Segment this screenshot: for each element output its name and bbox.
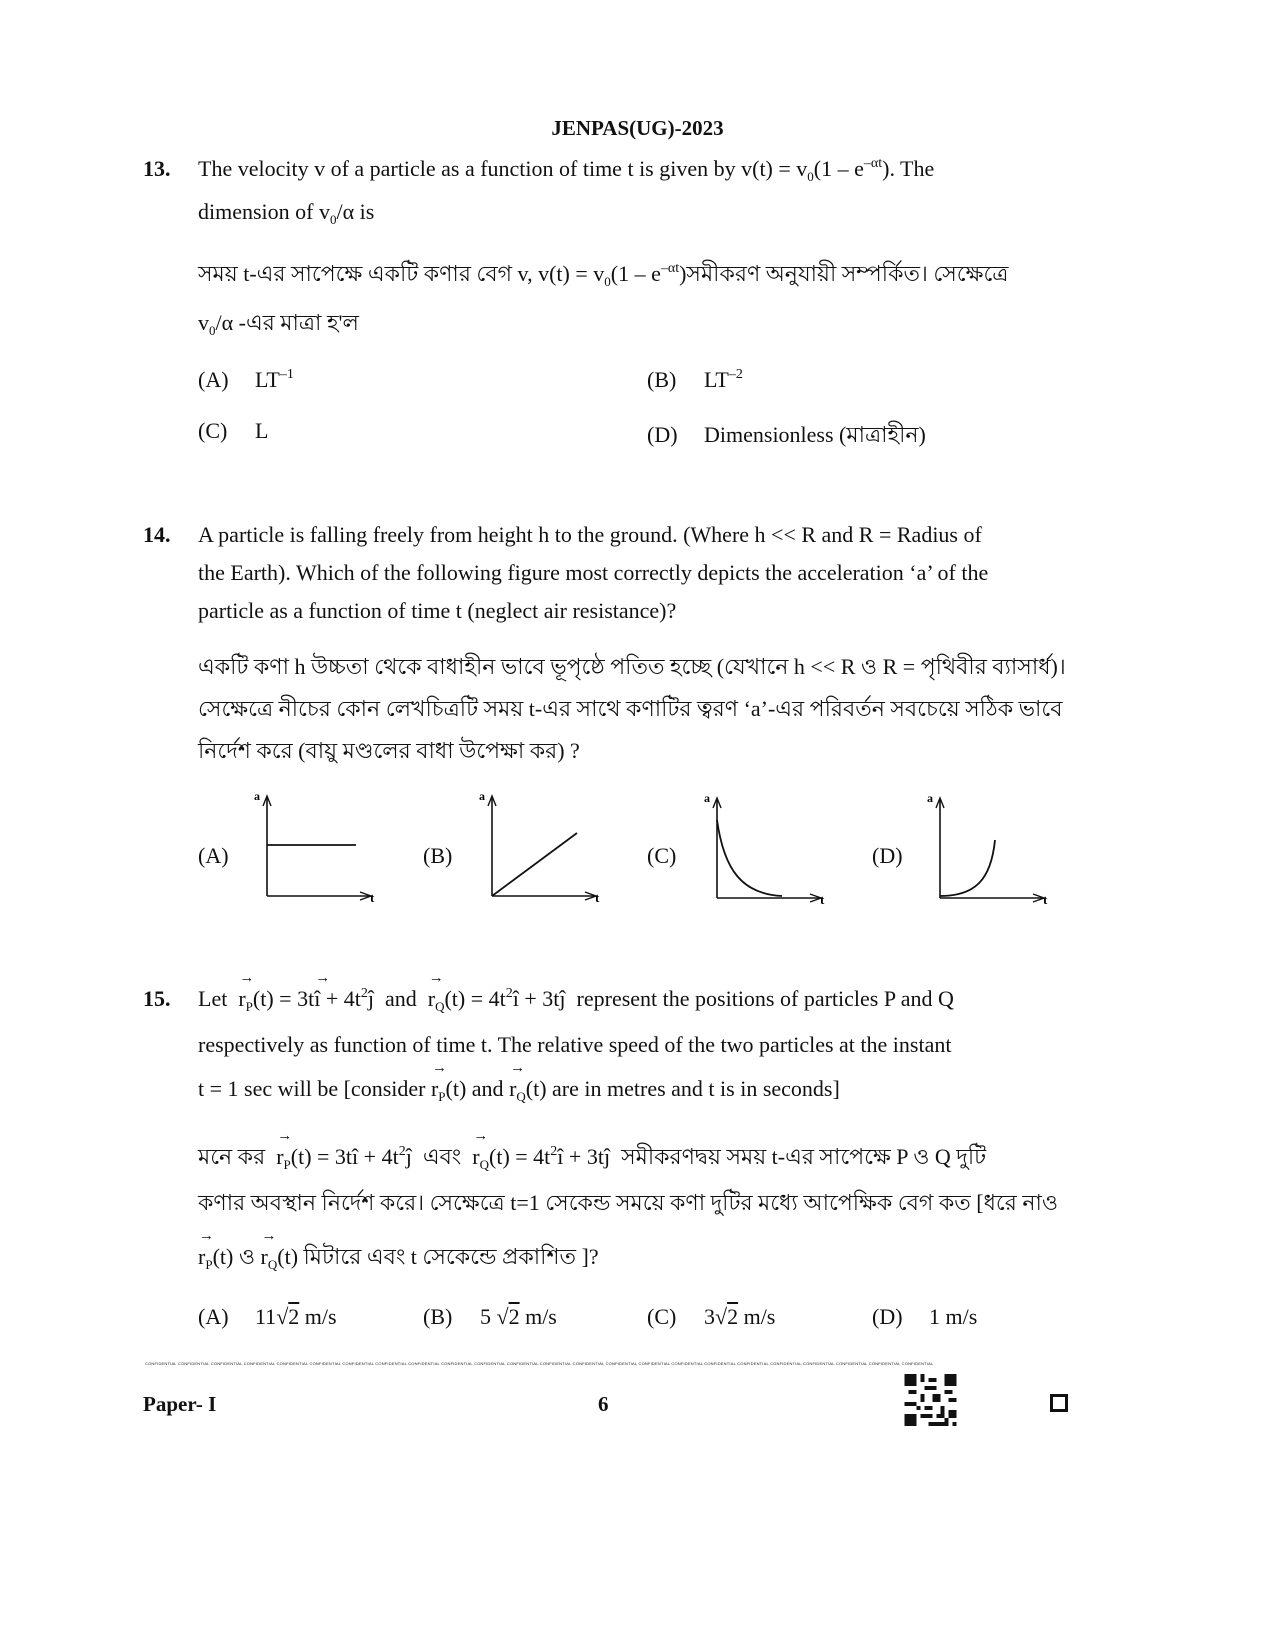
q14-graph-d[interactable] <box>925 790 1055 916</box>
q13-option-a[interactable]: (A) $LT^{-1}$ <box>198 367 294 392</box>
question-15-text-bn-line2: কণার অবস্থান নির্দেশ করে। সেক্ষেত্রে t=1 সেকেন্ড সময়ে কণা দুটির মধ্যে আপেক্ষিক বেগ কত [ধরে নাও <box>198 1190 1059 1215</box>
question-14-text-en-line3: particle as a function of time t (neglect air resistance)? <box>198 598 677 623</box>
q14-graph-c[interactable] <box>702 790 832 916</box>
question-13-text-en-line2: dimension of $v_0/\alpha$ is <box>198 199 375 227</box>
question-15-text-en-line3: t = 1 sec will be [consider → $r_P(t)$ and → $r_Q(t)$ are in metres and t is in seconds] <box>198 1076 840 1102</box>
q13-option-d[interactable]: (D) Dimensionless (মাত্রাহীন) <box>647 422 926 447</box>
question-13-number: 13. <box>143 156 171 181</box>
q14-option-c-label[interactable]: (C) <box>647 843 677 868</box>
q14-option-d-label[interactable]: (D) <box>872 843 903 868</box>
q15-option-a[interactable]: (A) 11√2 m/s <box>198 1304 337 1329</box>
question-13-text-bn-line2: $v_0/\alpha$ -এর মাত্রা হ'ল <box>198 310 359 338</box>
page-header-title: JENPAS(UG)-2023 <box>551 116 724 140</box>
page-number: 6 <box>598 1392 609 1416</box>
qr-code-icon <box>904 1374 957 1426</box>
graph-c-x-label: t <box>820 892 825 907</box>
question-15-text-en-line1: Let → $r_P(t) = 3t\to$ î + $4t^2ĵ$ and → $r_Q(t)$ = $4t^2î$ + 3tĵ represent the positions of particles P and Q <box>198 986 954 1012</box>
question-13-text-bn-line1: সময় t-এর সাপেক্ষে একটি কণার বেগ v, $v(t) = v_0(1$ – $e^{-\alpha t})সমীকরণ$ অনুযায়ী সম্পর্কিত। সেক্ষেত্রে <box>198 261 1009 289</box>
q15-option-b[interactable]: (B) 5 √2 m/s <box>423 1304 557 1329</box>
graph-a-x-label: t <box>370 890 375 905</box>
q15-option-c[interactable]: (C) 3√2 m/s <box>647 1304 776 1329</box>
q14-graph-a[interactable] <box>252 788 382 914</box>
question-14-text-bn-line1: একটি কণা h উচ্চতা থেকে বাধাহীন ভাবে ভূপৃষ্ঠে পতিত হচ্ছে (যেখানে h << R ও R = পৃথিবীর ব্যাসার্ধ)। <box>198 654 1066 679</box>
question-15-text-bn-line1: মনে কর → $r_P(t)$ = 3tî + $4t^2ĵ$ এবং → $r_Q(t)$ = $4t^2î$ + 3tĵ সমীকরণদ্বয় সময় t-এর সাপেক্ষে P ও Q দুটি <box>198 1140 986 1177</box>
square-mark-icon <box>1050 1394 1068 1412</box>
q13-option-b[interactable]: (B) $LT^{-2}$ <box>647 367 743 392</box>
graph-c-y-label: a <box>704 791 710 805</box>
graph-d-y-label: a <box>927 791 933 805</box>
q14-option-a-label[interactable]: (A) <box>198 843 229 868</box>
graph-b-x-label: t <box>595 890 600 905</box>
question-15-number: 15. <box>143 986 171 1011</box>
superscript: –αt <box>863 156 883 171</box>
graph-a-y-label: a <box>254 789 260 803</box>
graph-b-curve-linear <box>492 833 577 896</box>
question-14-text-en-line2: the Earth). Which of the following figure most correctly depicts the acceleration ‘a’ of the <box>198 560 989 585</box>
question-15-text-en-line2: respectively as function of time t. The relative speed of the two particles at the instant <box>198 1032 952 1057</box>
graph-d-x-label: t <box>1043 892 1048 907</box>
graph-b-y-label: a <box>479 789 485 803</box>
question-14-text-bn-line2: সেক্ষেত্রে নীচের কোন লেখচিত্রটি সময় t-এর সাথে কণাটির ত্বরণ ‘a’-এর পরিবর্তন সবচেয়ে সঠিক ভাবে <box>198 696 1063 721</box>
question-14-text-bn-line3: নির্দেশ করে (বায়ু মণ্ডলের বাধা উপেক্ষা কর) ? <box>198 738 580 763</box>
subscript-0: 0 <box>807 169 814 184</box>
q14-option-b-label[interactable]: (B) <box>423 843 453 868</box>
confidential-strip: CONFIDENTIAL CONFIDENTIAL CONFIDENTIAL CONFIDENTIAL CONFIDENTIAL CONFIDENTIAL CONFIDENTIAL CONFIDENTIAL CONFIDENTIAL CONFIDENTIAL CONFIDENTIAL CONFIDENTIAL CONFIDENTIAL CONFIDENTIAL CONFIDENTIAL CONFIDENTIAL CONFIDENTIAL CONFIDENTIAL CONFIDENTIAL CONFIDENTIAL CONFIDENTIAL CONFIDENTIAL CONFIDENTIAL CONFIDENTIAL <box>145 1361 934 1366</box>
question-15-text-bn-line3: → $r_P(t)$ ও → $r_Q(t)$ মিটারে এবং t সেকেন্ডে প্রকাশিত ]? <box>198 1240 599 1277</box>
question-14-text-en-line1: A particle is falling freely from height h to the ground. (Where h << R and R = Radius of <box>198 522 982 547</box>
paper-label: Paper- I <box>143 1392 217 1416</box>
question-14-number: 14. <box>143 522 171 547</box>
q14-graph-b[interactable] <box>477 788 607 914</box>
question-13-text-en-line1: The velocity v of a particle as a function of time t is given by $v(t) = v_0(1 - e^{-\alpha t})$. The <box>198 156 935 184</box>
q15-option-d[interactable]: (D) 1 m/s <box>872 1304 978 1329</box>
q13-option-c[interactable]: (C) L <box>198 418 269 443</box>
graph-c-curve-decaying <box>717 820 782 896</box>
graph-d-curve-growing <box>940 840 995 896</box>
